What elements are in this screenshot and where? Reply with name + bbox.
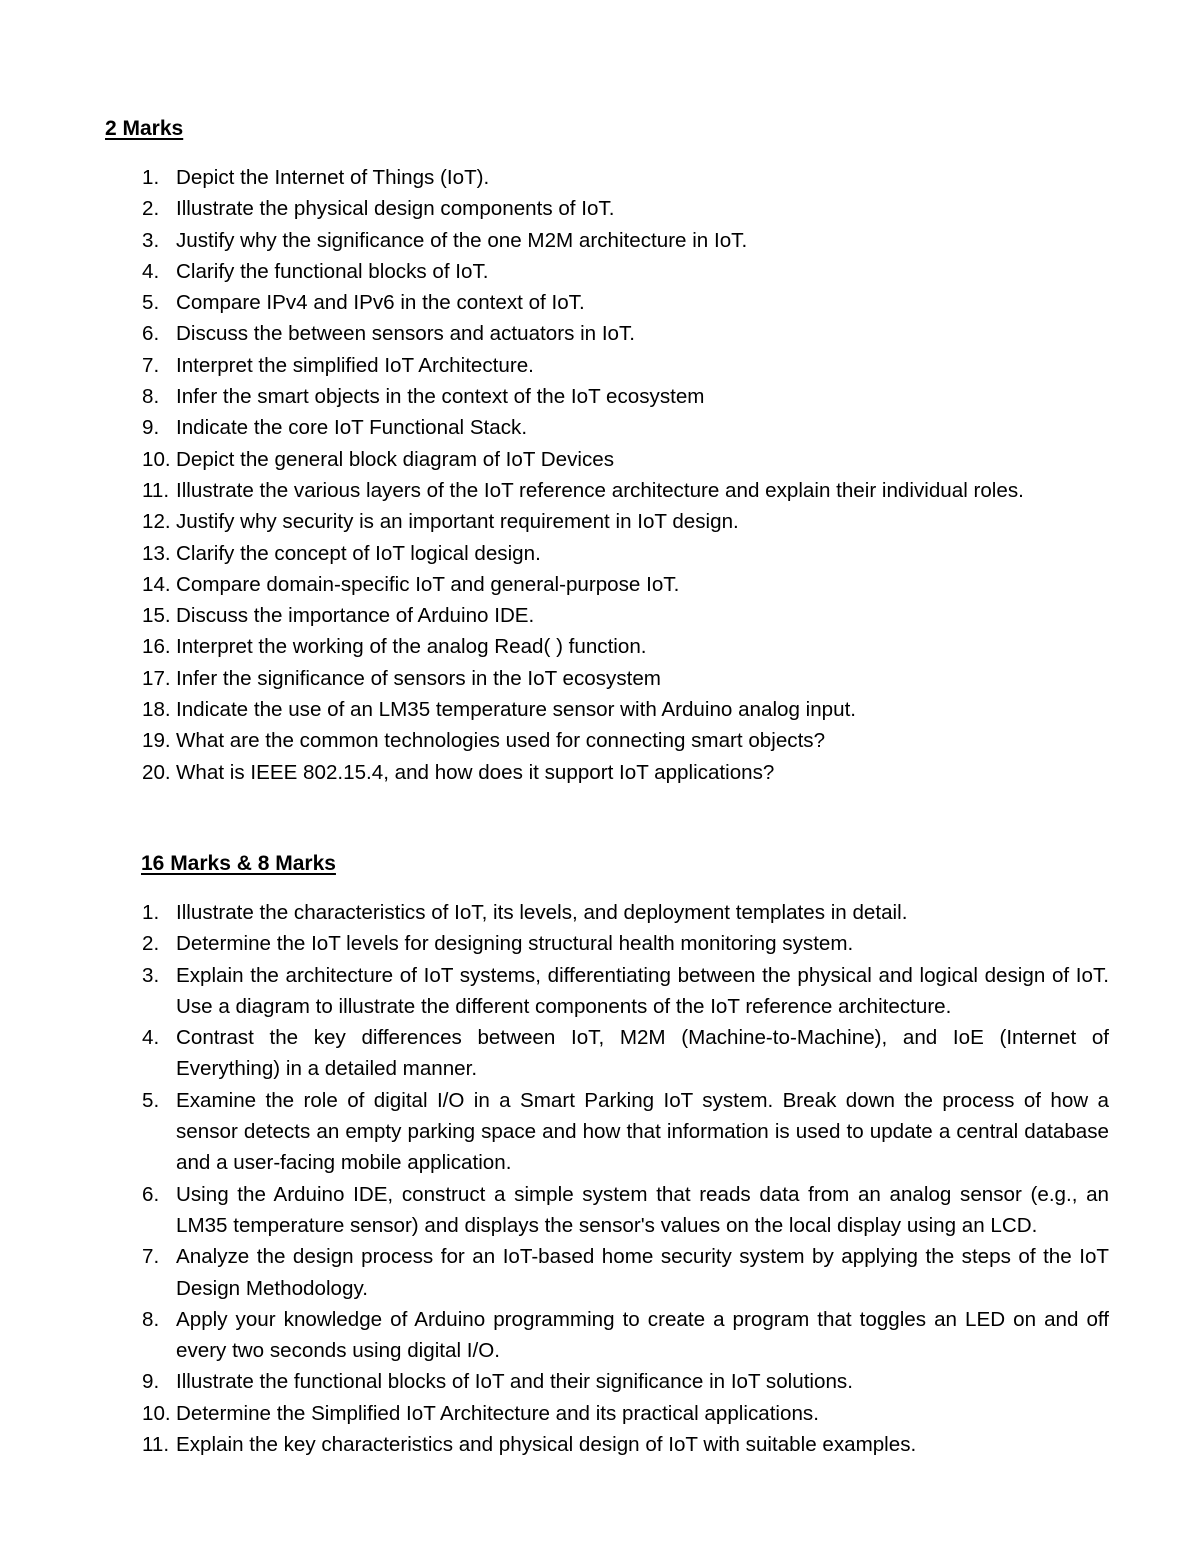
- question-text: Interpret the simplified IoT Architecture.: [176, 353, 534, 377]
- question-text: Determine the IoT levels for designing structural health monitoring system.: [176, 932, 854, 956]
- question-item: [0, 506, 1109, 537]
- question-text: Infer the significance of sensors in the IoT ecosystem: [176, 666, 661, 690]
- question-number: 6.: [142, 322, 160, 346]
- question-item: [0, 225, 1109, 256]
- question-number: 4.: [142, 259, 160, 283]
- question-item: [0, 600, 1109, 631]
- question-text: Indicate the core IoT Functional Stack.: [176, 416, 528, 440]
- question-number: 5.: [142, 1088, 160, 1112]
- question-number: 1.: [142, 901, 160, 924]
- question-number: 12.: [142, 510, 171, 534]
- question-item: [0, 538, 1109, 569]
- question-item: [0, 444, 1109, 475]
- question-text: Determine the Simplified IoT Architecture and its practical applications.: [176, 1401, 819, 1425]
- question-number: 4.: [142, 1026, 160, 1050]
- question-text: Indicate the use of an LM35 temperature sensor with Arduino analog input.: [176, 698, 857, 722]
- question-number: 19.: [142, 729, 171, 753]
- question-text: Examine the role of digital I/O in a Smart Parking IoT system. Break down the process of how a sensor detects an empty parking space and how that information is used to update a central database and a user-facing mobile application.: [176, 1088, 1109, 1175]
- question-text: Using the Arduino IDE, construct a simple system that reads data from an analog sensor (e.g., an LM35 temperature sensor) and displays the sensor's values on the local display using an LCD.: [176, 1182, 1109, 1237]
- question-item: [0, 475, 1109, 506]
- question-text: Compare domain-specific IoT and general-purpose IoT.: [176, 572, 680, 596]
- question-number: 11.: [142, 1433, 170, 1457]
- question-item: [0, 1241, 1109, 1304]
- question-number: 15.: [142, 604, 171, 628]
- question-item: [0, 569, 1109, 600]
- question-text: Depict the general block diagram of IoT Devices: [176, 447, 615, 471]
- question-item: [0, 381, 1109, 412]
- question-text: What is IEEE 802.15.4, and how does it support IoT applications?: [176, 760, 775, 784]
- question-item: [0, 1398, 1109, 1429]
- question-number: 16.: [142, 635, 171, 659]
- question-item: [0, 412, 1109, 443]
- question-number: 10.: [142, 1401, 171, 1425]
- question-number: 3.: [142, 963, 160, 987]
- question-number: 8.: [142, 385, 160, 409]
- question-text: Clarify the functional blocks of IoT.: [176, 259, 489, 283]
- question-list-2-marks: [0, 162, 1200, 788]
- question-text: Illustrate the physical design components of IoT.: [176, 197, 615, 221]
- question-item: [0, 960, 1109, 1023]
- question-item: [0, 663, 1109, 694]
- question-text: Discuss the importance of Arduino IDE.: [176, 604, 535, 628]
- question-text: Clarify the concept of IoT logical design.: [176, 541, 541, 565]
- question-list-16-8-marks: [0, 897, 1200, 1460]
- question-number: 13.: [142, 541, 171, 565]
- section-heading-16-8-marks: 16 Marks & 8 Marks: [141, 852, 336, 875]
- question-text: Apply your knowledge of Arduino programming to create a program that toggles an LED on and off every two seconds using digital I/O.: [176, 1307, 1109, 1363]
- question-number: 9.: [142, 416, 160, 440]
- question-number: 5.: [142, 291, 160, 315]
- question-text: Compare IPv4 and IPv6 in the context of IoT.: [176, 291, 585, 315]
- question-item: [0, 1366, 1109, 1397]
- question-item: [0, 1022, 1109, 1085]
- question-item: [0, 318, 1109, 349]
- question-text: Analyze the design process for an IoT-based home security system by applying the steps of the IoT Design Methodology.: [176, 1245, 1109, 1300]
- question-text: Explain the architecture of IoT systems, differentiating between the physical and logical design of IoT. Use a diagram to illustrate the different components of the IoT reference architecture.: [176, 963, 1109, 1018]
- question-number: 2.: [142, 197, 160, 221]
- question-number: 17.: [142, 666, 171, 690]
- question-number: 3.: [142, 228, 160, 252]
- question-text: Justify why the significance of the one M2M architecture in IoT.: [176, 228, 748, 252]
- question-item: [0, 1179, 1109, 1242]
- question-text: Interpret the working of the analog Read( ) function.: [176, 635, 647, 659]
- question-number: 7.: [142, 1245, 160, 1269]
- question-item: [0, 928, 1109, 959]
- question-number: 20.: [142, 760, 171, 784]
- question-number: 6.: [142, 1182, 160, 1206]
- question-text: Contrast the key differences between IoT, M2M (Machine-to-Machine), and IoE (Internet of Everything) in a detailed manner.: [176, 1026, 1109, 1081]
- question-text: What are the common technologies used for connecting smart objects?: [176, 729, 826, 753]
- question-number: 1.: [142, 166, 160, 189]
- question-number: 11.: [142, 478, 170, 502]
- question-text: Explain the key characteristics and physical design of IoT with suitable examples.: [176, 1433, 917, 1457]
- question-number: 10.: [142, 447, 171, 471]
- question-item: [0, 1429, 1109, 1460]
- question-text: Depict the Internet of Things (IoT).: [176, 166, 490, 189]
- question-item: [0, 193, 1109, 224]
- question-number: 14.: [142, 572, 171, 596]
- question-item: [0, 287, 1109, 318]
- question-item: [0, 631, 1109, 662]
- question-number: 8.: [142, 1307, 160, 1331]
- question-item: [0, 725, 1109, 756]
- question-text: Illustrate the characteristics of IoT, its levels, and deployment templates in detail.: [176, 901, 908, 924]
- question-number: 18.: [142, 698, 171, 722]
- question-item: [0, 350, 1109, 381]
- question-item: [0, 256, 1109, 287]
- question-text: Justify why security is an important requirement in IoT design.: [176, 510, 739, 534]
- question-text: Infer the smart objects in the context of the IoT ecosystem: [176, 385, 705, 409]
- question-number: 9.: [142, 1370, 160, 1394]
- question-item: [0, 162, 1109, 193]
- question-number: 7.: [142, 353, 160, 377]
- question-item: [0, 1304, 1109, 1367]
- question-number: 2.: [142, 932, 160, 956]
- question-item: [0, 1085, 1109, 1179]
- question-text: Discuss the between sensors and actuators in IoT.: [176, 322, 636, 346]
- section-heading-2-marks: 2 Marks: [105, 117, 184, 140]
- question-text: Illustrate the functional blocks of IoT and their significance in IoT solutions.: [176, 1370, 853, 1394]
- question-item: [0, 897, 1109, 928]
- question-item: [0, 757, 1109, 788]
- question-text: Illustrate the various layers of the IoT reference architecture and explain their individual roles.: [176, 478, 1024, 502]
- question-item: [0, 694, 1109, 725]
